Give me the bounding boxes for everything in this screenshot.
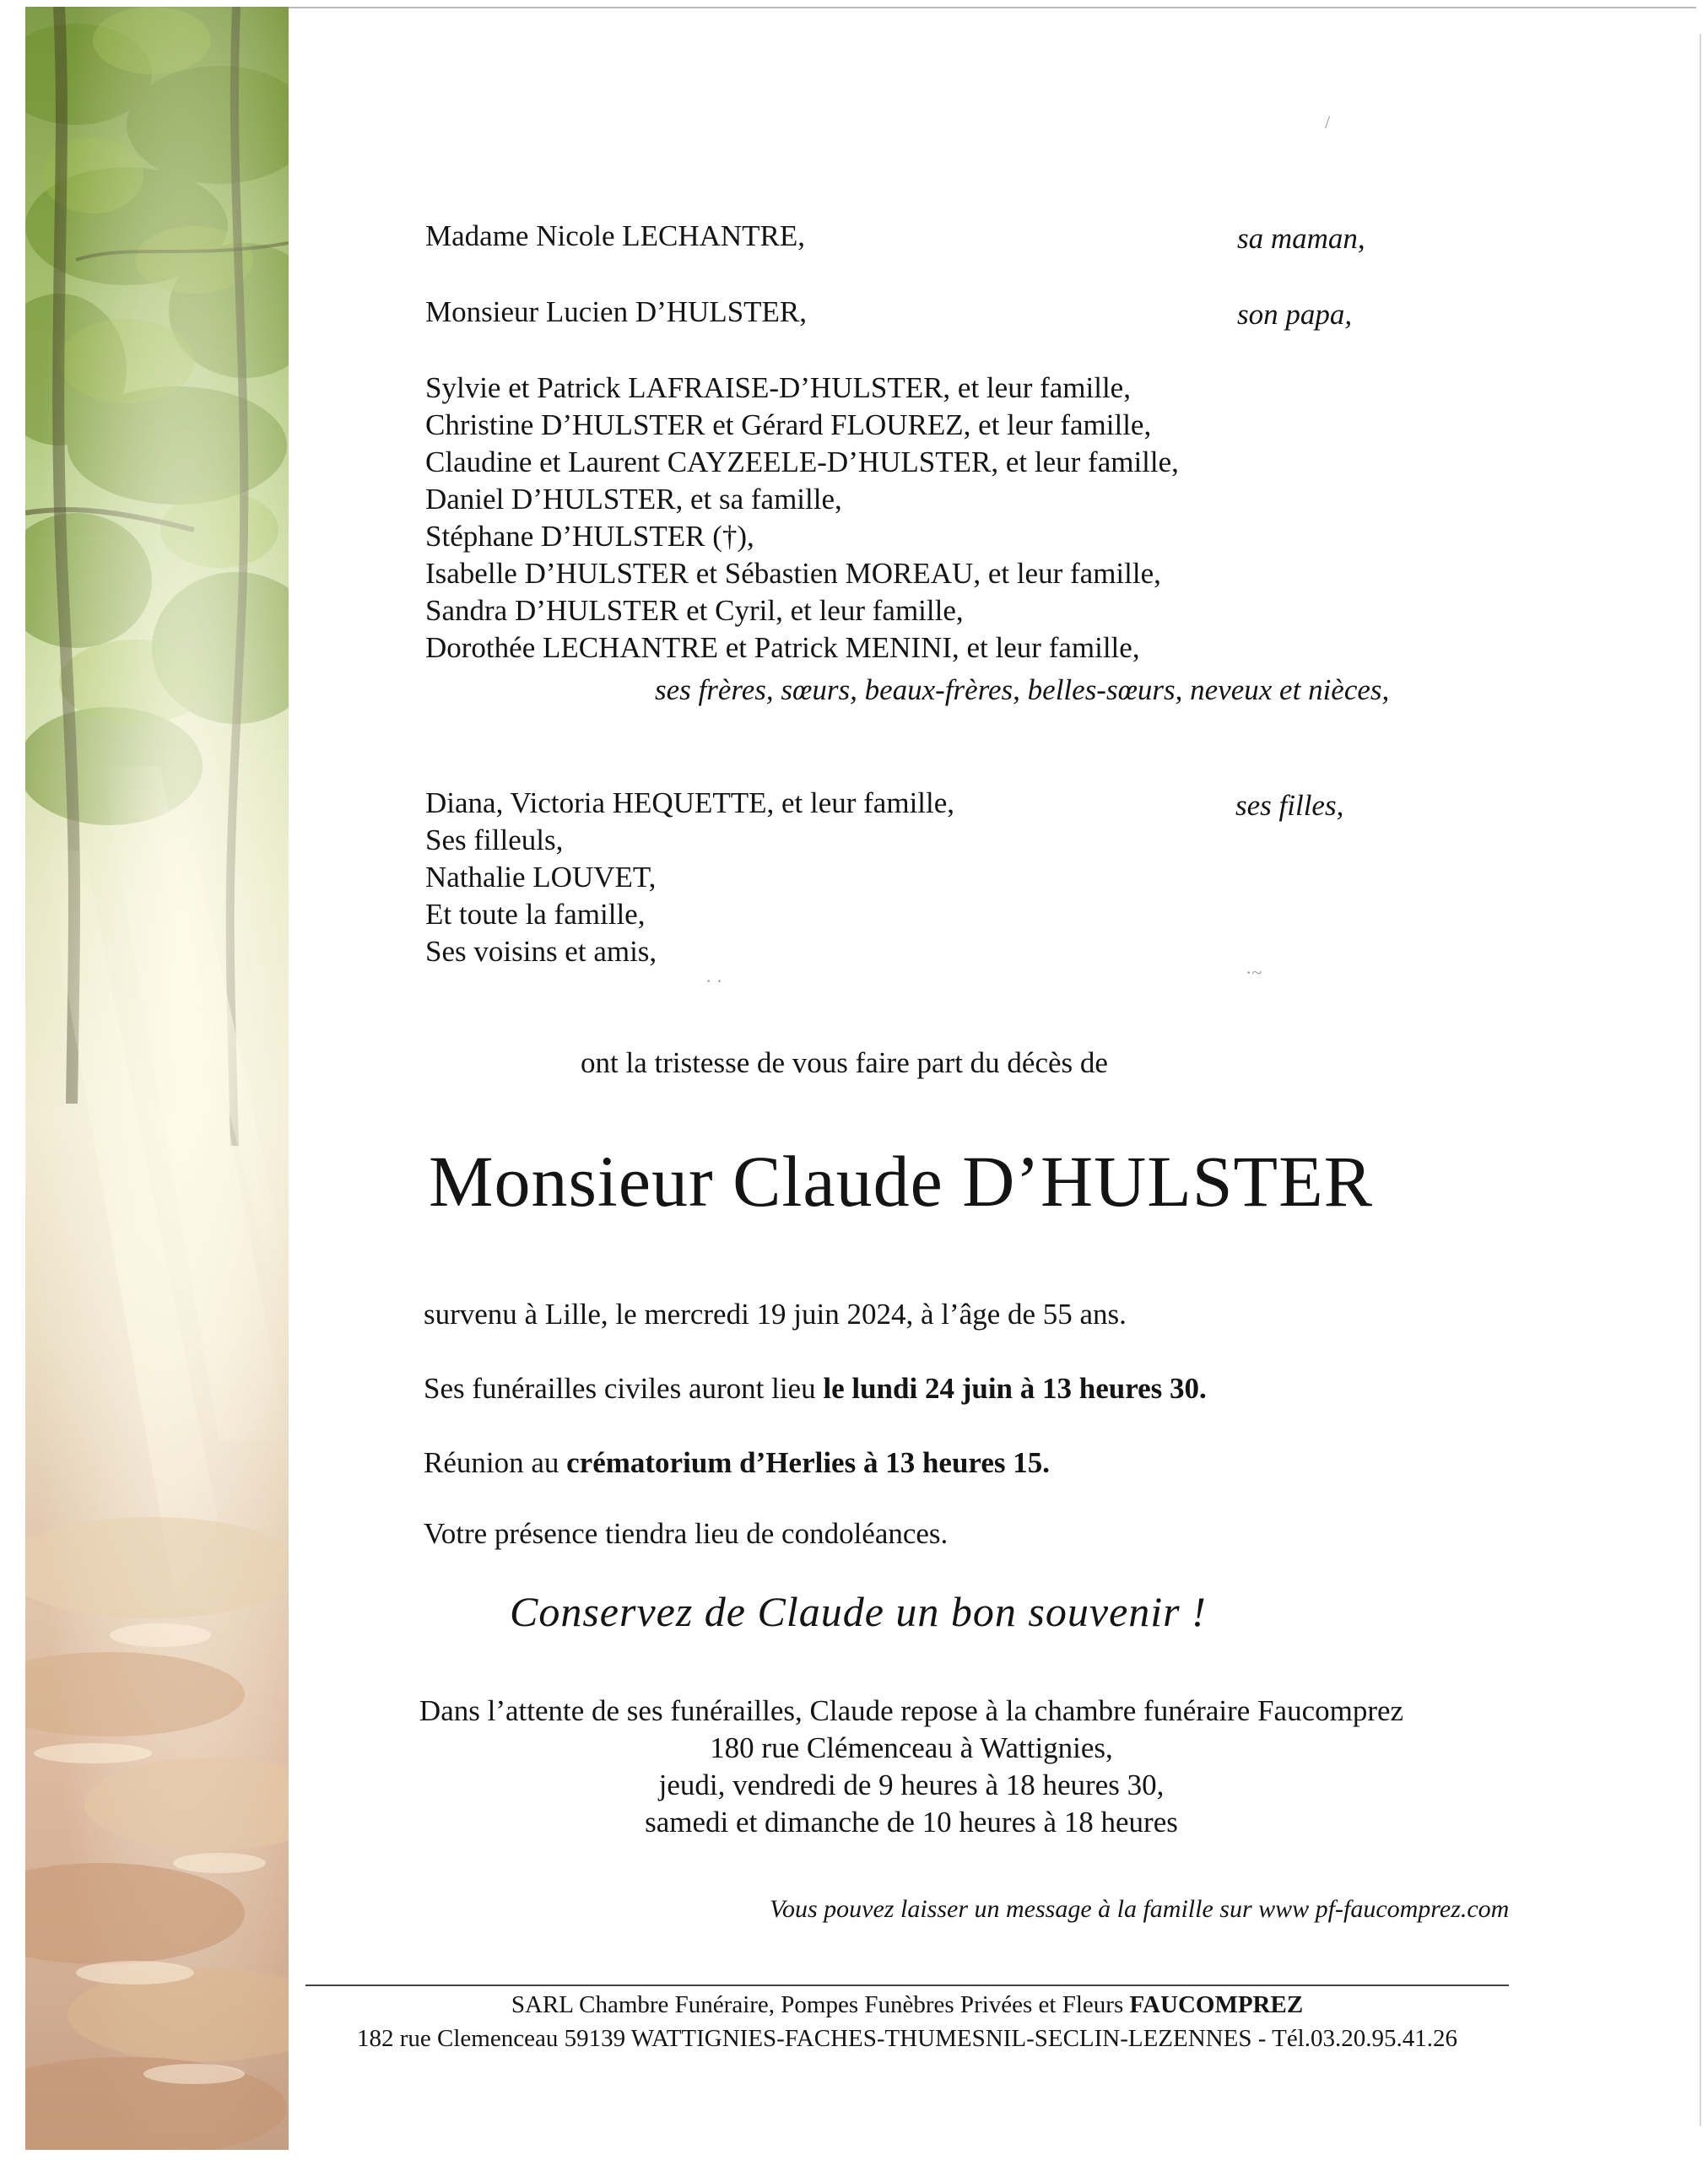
other-relative-line: Et toute la famille, xyxy=(425,898,646,931)
meeting-info xyxy=(424,1444,1050,1482)
footer-company xyxy=(274,1990,1540,2020)
father-name: Monsieur Lucien D’HULSTER, xyxy=(425,295,808,328)
sibling-line: Daniel D’HULSTER, et sa famille, xyxy=(425,483,842,516)
funeral-date-time: le lundi 24 juin à 13 heures 30. xyxy=(823,1372,1207,1405)
right-edge-rule xyxy=(1700,34,1701,2126)
other-relative-line: Ses voisins et amis, xyxy=(425,935,657,968)
condolences-note: Votre présence tiendra lieu de condoléances. xyxy=(424,1517,949,1550)
sibling-line: Sylvie et Patrick LAFRAISE-D’HULSTER, et leur famille, xyxy=(425,371,1131,404)
sibling-line: Claudine et Laurent CAYZEELE-D’HULSTER, et leur famille, xyxy=(425,446,1179,478)
death-info: survenu à Lille, le mercredi 19 juin 2024, à l’âge de 55 ans. xyxy=(424,1298,1127,1331)
footer-company-brand: FAUCOMPREZ xyxy=(1129,1991,1304,2018)
visitation-line: samedi et dimanche de 10 heures à 18 heures xyxy=(645,1806,1178,1839)
announcement-intro: ont la tristesse de vous faire part du décès de xyxy=(581,1046,1108,1079)
father-role: son papa, xyxy=(1237,298,1353,331)
visitation-line: 180 rue Clémenceau à Wattignies, xyxy=(710,1731,1113,1764)
sibling-line: Stéphane D’HULSTER (†), xyxy=(425,520,754,553)
scan-speck: / xyxy=(1325,111,1331,132)
scan-speck: ·~ xyxy=(1246,962,1262,983)
other-relative-line: Nathalie LOUVET, xyxy=(425,861,657,894)
meeting-place-time: crématorium d’Herlies à 13 heures 15. xyxy=(566,1446,1050,1479)
web-message-note: Vous pouvez laisser un message à la famille sur www pf-faucomprez.com xyxy=(770,1895,1510,1923)
meeting-info-text: Réunion au xyxy=(424,1446,567,1479)
visitation-line: Dans l’attente de ses funérailles, Claude repose à la chambre funéraire Faucomprez xyxy=(419,1694,1404,1727)
sibling-line: Isabelle D’HULSTER et Sébastien MOREAU, et leur famille, xyxy=(425,557,1161,590)
funeral-info-text: Ses funérailles civiles auront lieu xyxy=(424,1372,824,1405)
footer-company-text: SARL Chambre Funéraire, Pompes Funèbres Privées et Fleurs xyxy=(511,1991,1130,2018)
sibling-line: Dorothée LECHANTRE et Patrick MENINI, et leur famille, xyxy=(425,631,1140,664)
footer-rule xyxy=(305,1984,1509,1986)
souvenir-message: Conservez de Claude un bon souvenir ! xyxy=(510,1588,1207,1635)
daughters-role: ses filles, xyxy=(1235,789,1344,822)
forest-sunbeam-path-image xyxy=(25,7,289,2150)
sibling-line: Sandra D’HULSTER et Cyril, et leur famille, xyxy=(425,594,964,627)
siblings-role: ses frères, sœurs, beaux-frères, belles-sœurs, neveux et nièces, xyxy=(655,673,1390,706)
daughters-name: Diana, Victoria HEQUETTE, et leur famille, xyxy=(425,786,955,819)
other-relative-line: Ses filleuls, xyxy=(425,824,564,856)
funeral-info xyxy=(424,1370,1207,1407)
mother-role: sa maman, xyxy=(1237,222,1365,255)
deceased-name: Monsieur Claude D’HULSTER xyxy=(429,1141,1373,1222)
forest-photo-drawing xyxy=(25,7,289,2150)
footer-address: 182 rue Clemenceau 59139 WATTIGNIES-FACHES-THUMESNIL-SECLIN-LEZENNES - Tél.03.20.95.41.26 xyxy=(356,2025,1457,2052)
scan-speck: · · xyxy=(705,970,723,991)
visitation-line: jeudi, vendredi de 9 heures à 18 heures 30, xyxy=(658,1768,1165,1801)
mother-name: Madame Nicole LECHANTRE, xyxy=(425,219,806,252)
sibling-line: Christine D’HULSTER et Gérard FLOUREZ, et leur famille, xyxy=(425,408,1152,441)
